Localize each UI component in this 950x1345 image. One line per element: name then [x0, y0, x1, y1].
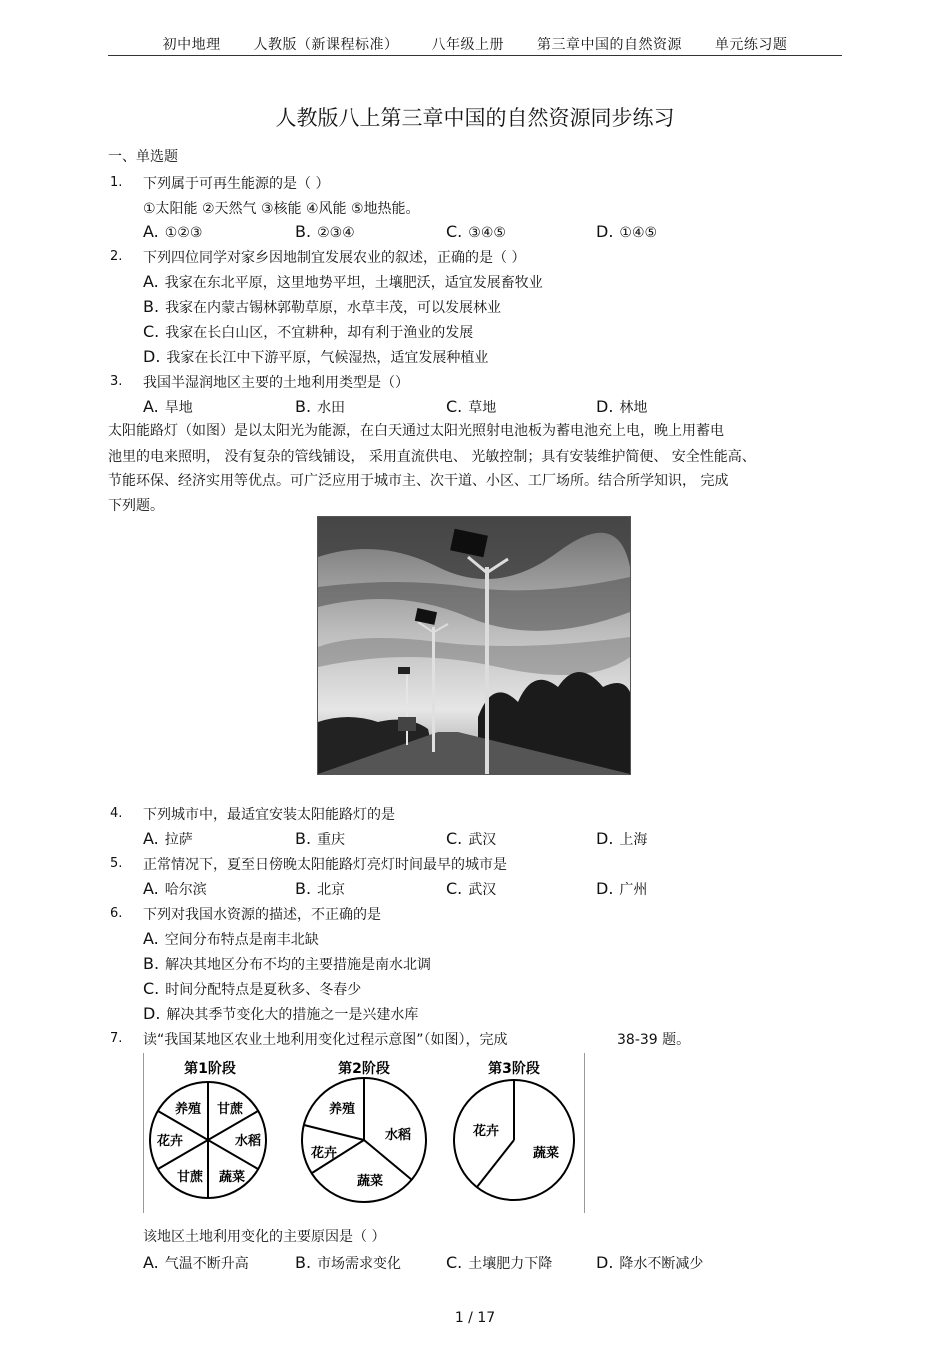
header-subject: 初中地理 [162, 37, 221, 53]
solar-streetlight-photo [317, 516, 631, 775]
q6-option-d[interactable]: D. 解决其季节变化大的措施之一是兴建水库 [143, 1004, 419, 1023]
q5-option-d[interactable]: D. 广州 [596, 879, 648, 898]
q7-ref: 38-39 题。 [617, 1032, 691, 1048]
q1-sub: ①太阳能 ②天然气 ③核能 ④风能 ⑤地热能。 [143, 201, 420, 217]
land-use-stages-diagram [143, 1053, 585, 1213]
q6-number: 6. [110, 906, 123, 921]
q1-number: 1. [110, 175, 123, 190]
q1-option-b[interactable]: B. ②③④ [295, 222, 355, 241]
header-divider [108, 55, 842, 56]
q3-option-d[interactable]: D. 林地 [596, 397, 648, 416]
q4-number: 4. [110, 806, 123, 821]
pie2-title: 第2阶段 [338, 1061, 390, 1077]
pie1-chart [150, 1082, 266, 1198]
q4-option-a[interactable]: A. 拉萨 [143, 829, 193, 848]
q7-option-c[interactable]: C. 土壤肥力下降 [446, 1253, 553, 1272]
q3-option-b[interactable]: B. 水田 [295, 397, 346, 416]
pie1-label-flowers: 花卉 [156, 1134, 184, 1149]
passage-line-4: 下列题。 [108, 498, 164, 514]
q1-option-d[interactable]: D. ①④⑤ [596, 222, 658, 241]
q2-number: 2. [110, 249, 123, 264]
header-chapter: 第三章中国的自然资源 [536, 37, 682, 53]
pie2-label-breeding: 养殖 [328, 1102, 356, 1117]
q2-option-c[interactable]: C. 我家在长白山区，不宜耕种，却有利于渔业的发展 [143, 322, 474, 341]
passage-line-1: 太阳能路灯（如图）是以太阳光为能源，在白天通过太阳光照射电池板为蓄电池充上电，晚上用蓄电 [108, 423, 724, 439]
q1-option-c[interactable]: C. ③④⑤ [446, 222, 506, 241]
q7-option-b[interactable]: B. 市场需求变化 [295, 1253, 402, 1272]
q5-option-a[interactable]: A. 哈尔滨 [143, 879, 207, 898]
pie1-label-breeding: 养殖 [174, 1102, 202, 1117]
q6-option-a[interactable]: A. 空间分布特点是南丰北缺 [143, 929, 319, 948]
pie1-label-vegetables: 蔬菜 [218, 1170, 246, 1185]
pie1-label-rice: 水稻 [234, 1134, 262, 1149]
header-type: 单元练习题 [714, 37, 788, 53]
q5-text: 正常情况下，夏至日傍晚太阳能路灯亮灯时间最早的城市是 [143, 857, 507, 873]
q4-option-b[interactable]: B. 重庆 [295, 829, 346, 848]
page-number: 1 / 17 [454, 1310, 496, 1326]
q3-option-c[interactable]: C. 草地 [446, 397, 497, 416]
document-title: 人教版八上第三章中国的自然资源同步练习 [275, 106, 675, 130]
pie2-label-vegetables: 蔬菜 [356, 1174, 384, 1189]
header-grade: 八年级上册 [431, 37, 504, 53]
q1-option-a[interactable]: A. ①②③ [143, 222, 203, 241]
q4-text: 下列城市中，最适宜安装太阳能路灯的是 [143, 807, 395, 823]
q7-option-a[interactable]: A. 气温不断升高 [143, 1253, 249, 1272]
pie3-title: 第3阶段 [488, 1061, 540, 1077]
pie1-label-sugarcane-bottom: 甘蔗 [176, 1170, 204, 1185]
q5-option-c[interactable]: C. 武汉 [446, 879, 497, 898]
q7-text: 读“我国某地区农业土地利用变化过程示意图”（如图），完成 [143, 1032, 508, 1048]
pie3-label-flowers: 花卉 [472, 1124, 500, 1139]
q3-text: 我国半湿润地区主要的土地利用类型是（） [143, 375, 409, 391]
q7-option-d[interactable]: D. 降水不断减少 [596, 1253, 704, 1272]
q5-option-b[interactable]: B. 北京 [295, 879, 346, 898]
q6-option-b[interactable]: B. 解决其地区分布不均的主要措施是南水北调 [143, 954, 432, 973]
q7-sub: 该地区土地利用变化的主要原因是（ ） [143, 1229, 386, 1245]
page-header [0, 34, 950, 54]
pie1-title: 第1阶段 [184, 1061, 236, 1077]
q3-number: 3. [110, 374, 123, 389]
pie3-chart [454, 1080, 574, 1200]
q2-option-a[interactable]: A. 我家在东北平原，这里地势平坦，土壤肥沃，适宜发展畜牧业 [143, 272, 543, 291]
pie2-label-flowers: 花卉 [310, 1146, 338, 1161]
q5-number: 5. [110, 856, 123, 871]
q2-option-d[interactable]: D. 我家在长江中下游平原，气候湿热，适宜发展种植业 [143, 347, 489, 366]
q3-option-a[interactable]: A. 旱地 [143, 397, 193, 416]
header-edition: 人教版（新课程标准） [253, 37, 399, 53]
pie1-label-sugarcane-top: 甘蔗 [216, 1102, 244, 1117]
pie2-label-rice: 水稻 [384, 1128, 412, 1143]
q7-number: 7. [110, 1031, 123, 1046]
passage-line-2: 池里的电来照明， 没有复杂的管线铺设， 采用直流供电、 光敏控制；具有安装维护简便、 安全性能高、 [108, 449, 756, 465]
q1-text: 下列属于可再生能源的是（ ） [143, 176, 330, 192]
passage-line-3: 节能环保、经济实用等优点。可广泛应用于城市主、次干道、小区、工厂场所。结合所学知识， 完成 [108, 473, 729, 489]
pie2-chart [302, 1078, 426, 1202]
q6-option-c[interactable]: C. 时间分配特点是夏秋多、冬春少 [143, 979, 362, 998]
q2-text: 下列四位同学对家乡因地制宜发展农业的叙述，正确的是（ ） [143, 250, 526, 266]
section-heading: 一、单选题 [108, 149, 178, 165]
q4-option-c[interactable]: C. 武汉 [446, 829, 497, 848]
pie3-label-vegetables: 蔬菜 [532, 1146, 560, 1161]
q2-option-b[interactable]: B. 我家在内蒙古锡林郭勒草原，水草丰茂，可以发展林业 [143, 297, 502, 316]
q6-text: 下列对我国水资源的描述，不正确的是 [143, 907, 381, 923]
q4-option-d[interactable]: D. 上海 [596, 829, 648, 848]
